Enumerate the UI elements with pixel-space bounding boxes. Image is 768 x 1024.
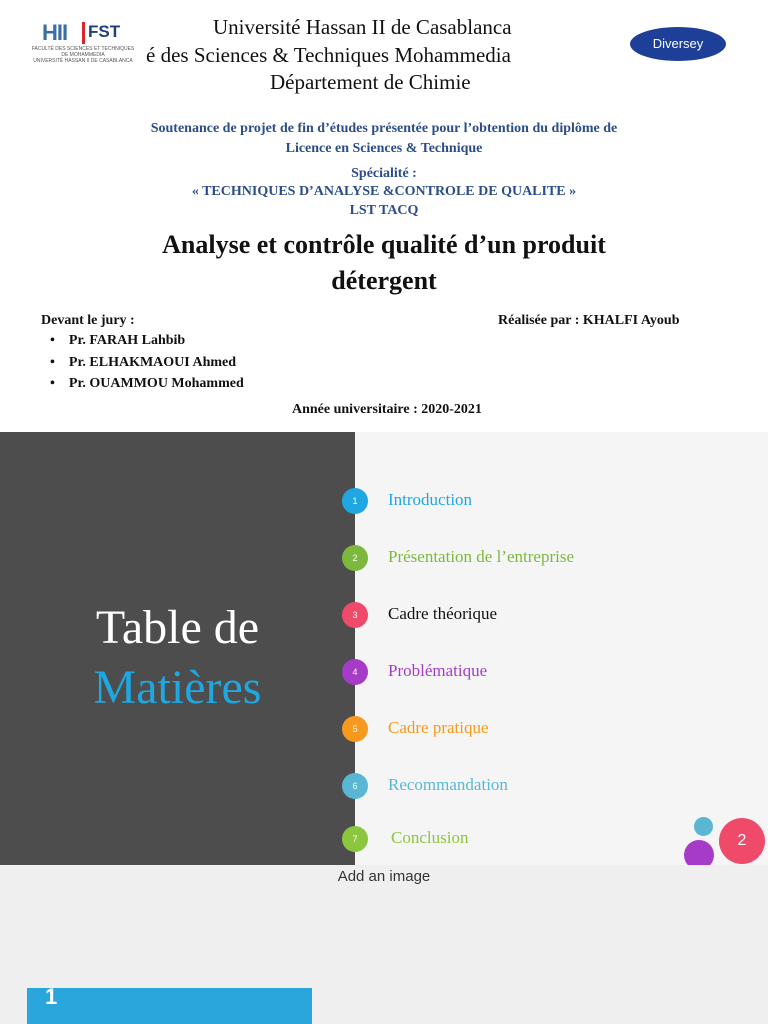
slide-thumbnail[interactable] <box>27 984 312 1024</box>
toc-item-number: 6 <box>342 773 368 799</box>
toc-item-label: Conclusion <box>391 828 469 847</box>
toc-title-line-2: Matières <box>93 661 262 714</box>
soutenance-line-2: Licence en Sciences & Technique <box>285 141 483 156</box>
jury-label: Devant le jury : <box>41 313 135 328</box>
specialite-value: « TECHNIQUES D’ANALYSE &CONTROLE DE QUALITE » <box>191 184 577 199</box>
author-line: Réalisée par : KHALFI Ayoub <box>498 313 680 328</box>
decorative-circle <box>694 817 713 836</box>
department-name: Département de Chimie <box>270 70 471 94</box>
diversey-logo: Diversey <box>630 27 726 61</box>
thesis-title-line-1: Analyse et contrôle qualité d’un produit <box>162 230 606 259</box>
toc-item-number: 7 <box>342 826 368 852</box>
toc-item-number: 2 <box>342 545 368 571</box>
toc-title-line-1: Table de <box>95 601 260 654</box>
toc-item-label: Problématique <box>388 661 488 680</box>
toc-item-label: Cadre pratique <box>388 718 489 737</box>
toc-title-panel <box>0 432 355 865</box>
faculty-name: é des Sciences & Techniques Mohammedia <box>146 43 511 67</box>
title-slide[interactable] <box>0 0 768 432</box>
toc-item-label: Recommandation <box>388 775 508 794</box>
decorative-circle <box>684 840 714 865</box>
specialite-label: Spécialité : <box>351 166 417 181</box>
jury-member: • Pr. OUAMMOU Mohammed <box>50 376 244 391</box>
soutenance-line-1: Soutenance de projet de fin d’études présentée pour l’obtention du diplôme de <box>150 121 618 136</box>
slide-thumbnail-number: 1 <box>45 984 58 1009</box>
fst-logo-caption: FACULTÉ DES SCIENCES ET TECHNIQUES DE MOHAMMEDIA UNIVERSITÉ HASSAN II DE CASABLANCA <box>31 46 135 64</box>
thesis-title-line-2: détergent <box>331 266 437 295</box>
page-number-badge: 2 <box>719 818 765 864</box>
program-name: LST TACQ <box>349 203 419 218</box>
jury-member: • Pr. ELHAKMAOUI Ahmed <box>50 355 237 370</box>
toc-slide[interactable] <box>0 432 768 865</box>
academic-year: Année universitaire : 2020-2021 <box>292 402 482 417</box>
add-image-placeholder[interactable]: Add an image <box>337 868 431 885</box>
fst-logo: HII FST FACULTÉ DES SCIENCES ET TECHNIQUES DE MOHAMMEDIA UNIVERSITÉ HASSAN II DE CASABLANCA <box>31 20 135 64</box>
university-name: Université Hassan II de Casablanca <box>213 15 512 39</box>
toc-item-label: Cadre théorique <box>388 604 498 623</box>
toc-item-number: 4 <box>342 659 368 685</box>
toc-item-number: 1 <box>342 488 368 514</box>
toc-item-number: 3 <box>342 602 368 628</box>
toc-item-label: Présentation de l’entreprise <box>388 547 574 566</box>
jury-member: • Pr. FARAH Lahbib <box>50 333 186 348</box>
toc-item-number: 5 <box>342 716 368 742</box>
toc-item-label: Introduction <box>388 490 473 509</box>
